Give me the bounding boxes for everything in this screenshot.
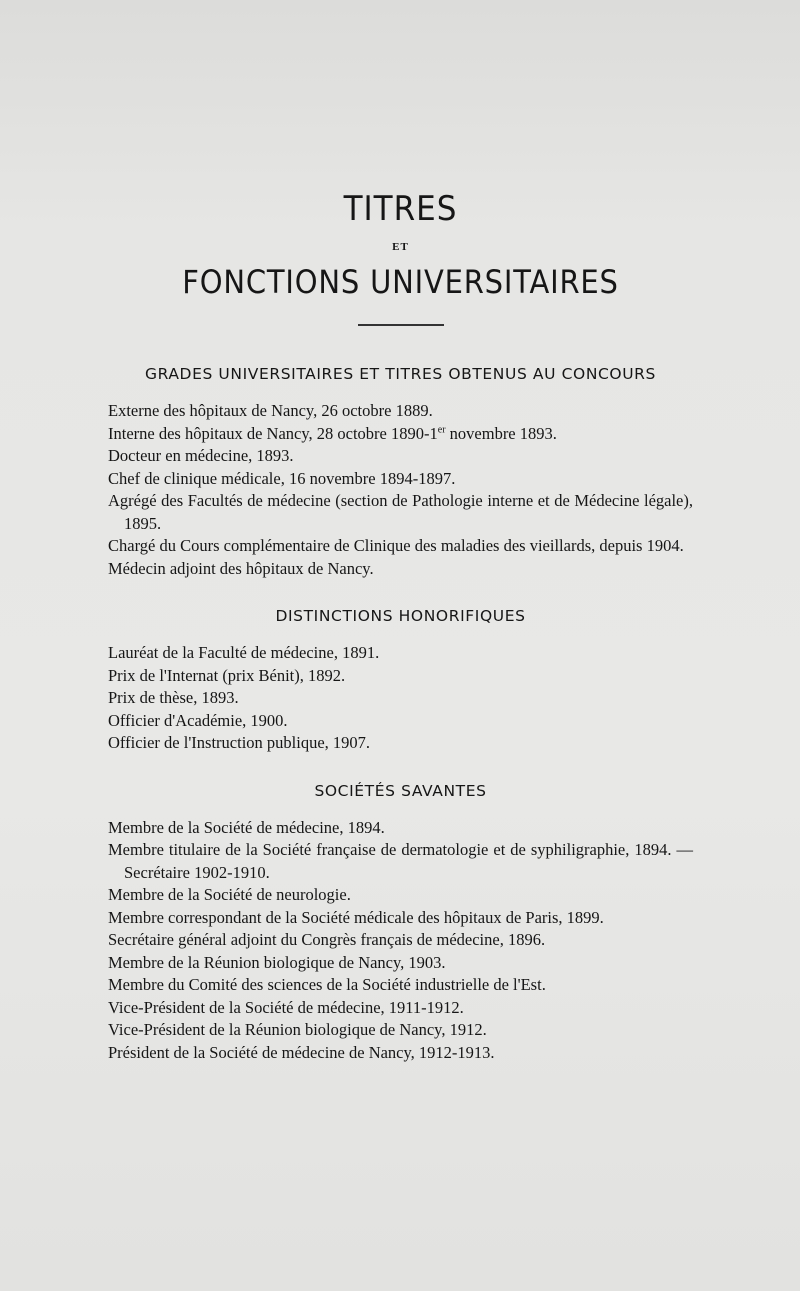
list-item: Chargé du Cours complémentaire de Clinique des maladies des vieillards, depuis 1904.	[108, 536, 684, 556]
list-item: Secrétaire général adjoint du Congrès français de médecine, 1896.	[108, 930, 546, 950]
list-item: Membre de la Réunion biologique de Nancy, 1903.	[108, 952, 446, 972]
list-item: Vice-Président de la Société de médecine, 1911-1912.	[108, 997, 464, 1017]
list-item: Lauréat de la Faculté de médecine, 1891.	[108, 643, 380, 663]
list-item: Membre du Comité des sciences de la Société industrielle de l'Est.	[108, 975, 546, 995]
list-item: Médecin adjoint des hôpitaux de Nancy.	[108, 558, 374, 578]
list-item: Membre de la Société de médecine, 1894.	[108, 817, 385, 837]
list-item: Agrégé des Facultés de médecine (section de Pathologie interne et de Médecine légale), 1895.	[108, 491, 693, 533]
section-heading-societes: SOCIÉTÉS SAVANTES	[314, 781, 487, 800]
list-item: Membre correspondant de la Société médicale des hôpitaux de Paris, 1899.	[108, 907, 604, 927]
list-item: Officier de l'Instruction publique, 1907.	[108, 733, 371, 753]
page-content	[108, 190, 693, 1064]
section-societes-list	[108, 817, 693, 1065]
section-distinctions-list	[108, 642, 693, 755]
page-subtitle: FONCTIONS UNIVERSITAIRES	[182, 263, 619, 301]
title-divider	[358, 324, 444, 326]
list-item: Officier d'Académie, 1900.	[108, 710, 288, 730]
list-item: Docteur en médecine, 1893.	[108, 446, 294, 466]
list-item: Chef de clinique médicale, 16 novembre 1894-1897.	[108, 468, 456, 488]
title-connector: ET	[392, 241, 409, 253]
list-item: Prix de l'Internat (prix Bénit), 1892.	[108, 665, 346, 685]
section-grades-list	[108, 400, 693, 580]
section-heading-distinctions: DISTINCTIONS HONORIFIQUES	[275, 607, 526, 626]
page-title: TITRES	[343, 189, 458, 229]
section-heading-grades: GRADES UNIVERSITAIRES ET TITRES OBTENUS AU CONCOURS	[144, 365, 656, 384]
list-item: Membre de la Société de neurologie.	[108, 885, 351, 905]
list-item: Président de la Société de médecine de Nancy, 1912-1913.	[108, 1042, 495, 1062]
list-item: Externe des hôpitaux de Nancy, 26 octobre 1889.	[108, 401, 433, 421]
list-item: Prix de thèse, 1893.	[108, 688, 239, 708]
list-item: Interne des hôpitaux de Nancy, 28 octobre 1890-1er novembre 1893.	[108, 423, 557, 443]
list-item: Membre titulaire de la Société française de dermatologie et de syphiligraphie, 1894. — Secrétaire 1902-1910.	[108, 840, 693, 882]
list-item: Vice-Président de la Réunion biologique de Nancy, 1912.	[108, 1020, 487, 1040]
